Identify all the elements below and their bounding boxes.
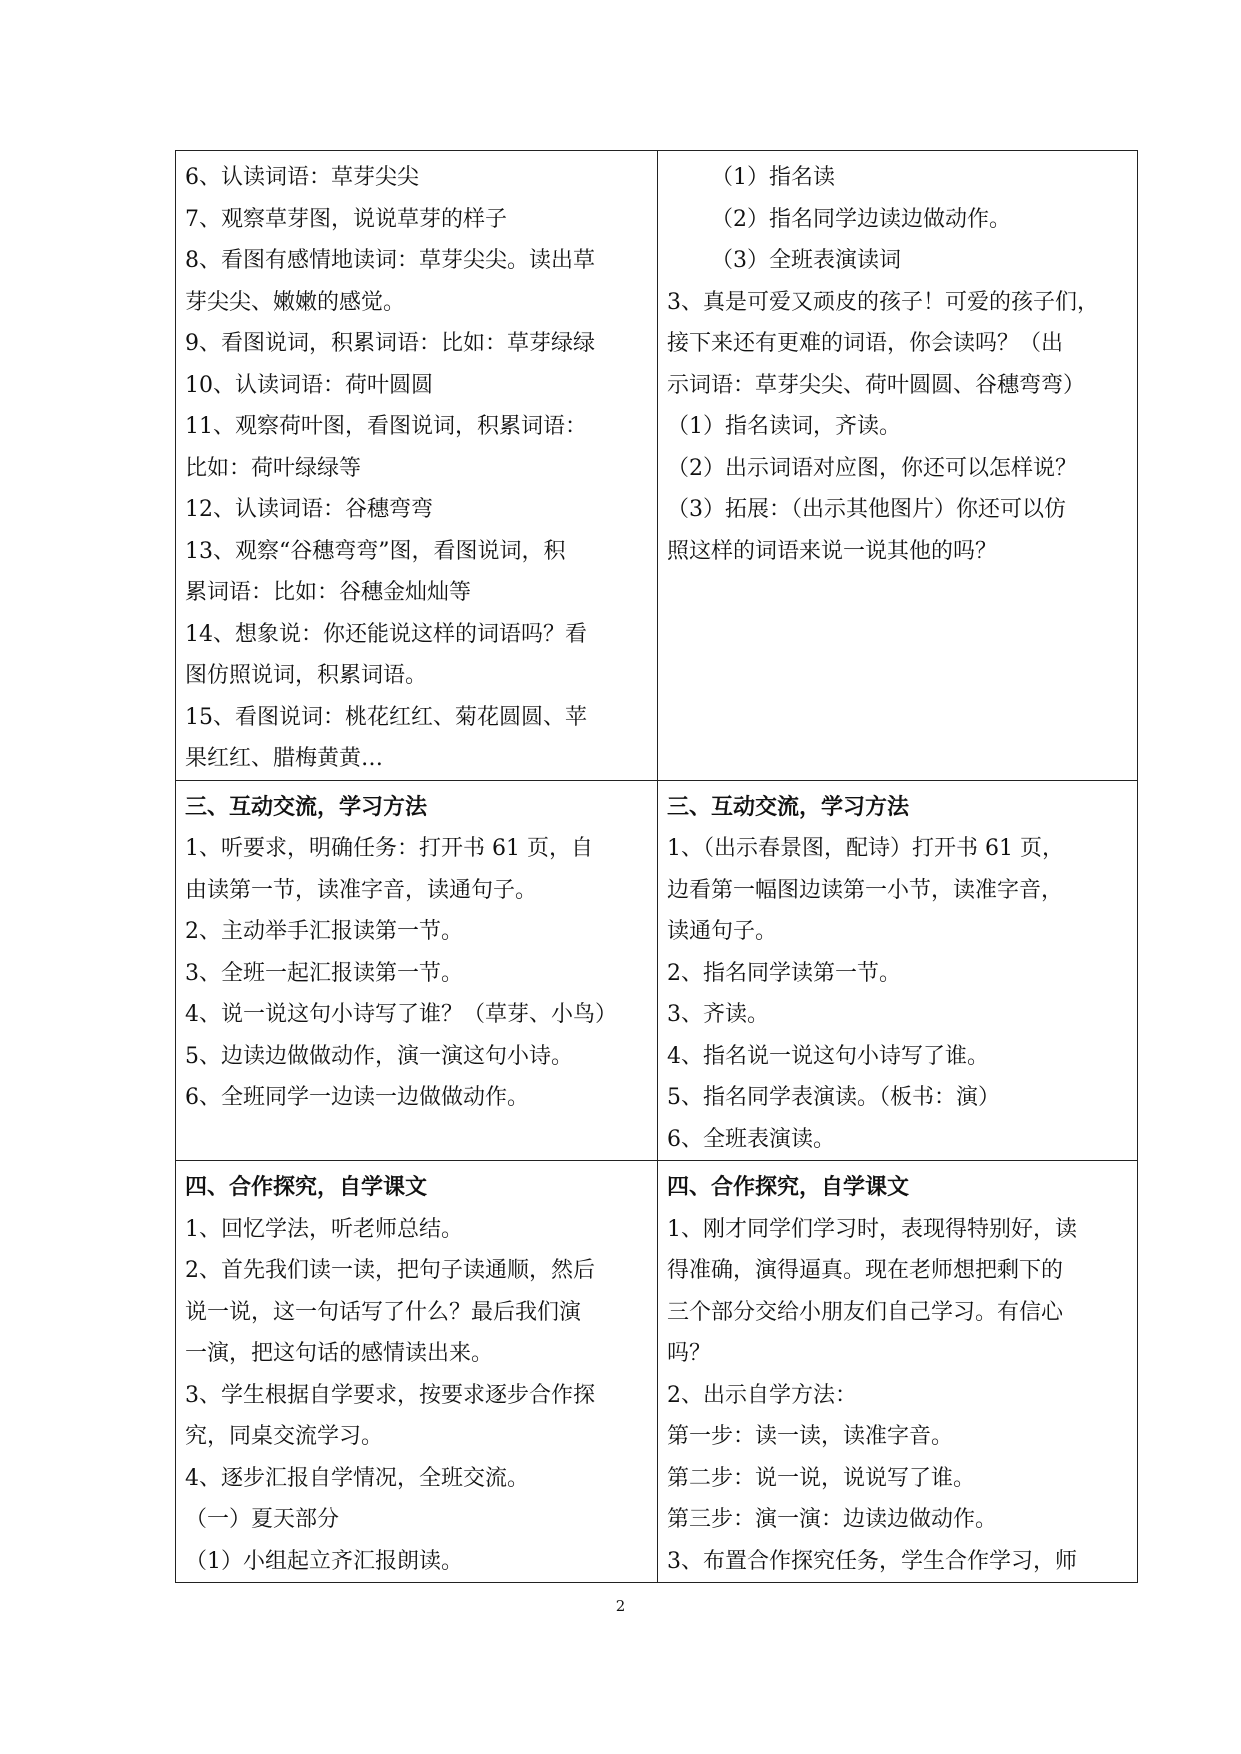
text-line: 9、看图说词，积累词语：比如：草芽绿绿: [185, 331, 595, 356]
text-line: 1、（出示春景图，配诗）打开书 61 页，: [667, 836, 1064, 861]
text-line: 累词语：比如：谷穗金灿灿等: [185, 580, 472, 605]
text-line: （3）全班表演读词: [711, 248, 901, 273]
text-line: （1）指名读词，齐读。: [667, 414, 901, 439]
text-line: 3、齐读。: [667, 1002, 769, 1027]
text-line: 得准确，演得逼真。现在老师想把剩下的: [667, 1258, 1064, 1283]
text-line: 3、布置合作探究任务，学生合作学习，师: [667, 1548, 1077, 1574]
text-line: 读通句子。: [667, 919, 778, 944]
text-line: （1）小组起立齐汇报朗读。: [185, 1548, 463, 1574]
text-line: 一演，把这句话的感情读出来。: [185, 1341, 494, 1366]
text-line: 4、说一说这句小诗写了谁？（草芽、小鸟）: [185, 1002, 617, 1027]
text-line: 三个部分交给小朋友们自己学习。有信心: [667, 1299, 1064, 1325]
text-line: 3、全班一起汇报读第一节。: [185, 960, 463, 986]
text-line: 示词语：草芽尖尖、荷叶圆圆、谷穗弯弯）: [667, 372, 1086, 398]
text-line: 接下来还有更难的词语，你会读吗？（出: [667, 331, 1064, 356]
text-line: 8、看图有感情地读词：草芽尖尖。读出草: [185, 248, 595, 273]
text-line: 5、边读边做做动作，演一演这句小诗。: [185, 1043, 573, 1069]
text-line: 1、回忆学法，听老师总结。: [185, 1216, 463, 1242]
text-line: 4、逐步汇报自学情况，全班交流。: [185, 1465, 529, 1491]
teacher-activity-cell: [658, 1161, 1138, 1583]
teacher-activity-cell: [658, 780, 1138, 1161]
lesson-plan-table: [175, 150, 1138, 1583]
table-row: [176, 151, 1138, 781]
text-line: 1、刚才同学们学习时，表现得特别好，读: [667, 1216, 1077, 1242]
text-line: 5、指名同学表演读。（板书：演）: [667, 1085, 1000, 1110]
text-line: 由读第一节，读准字音，读通句子。: [185, 877, 538, 903]
text-line: 比如：荷叶绿绿等: [185, 455, 362, 481]
text-line: 照这样的词语来说一说其他的吗？: [667, 538, 998, 564]
text-line: 第一步：读一读，读准字音。: [667, 1424, 954, 1449]
text-line: 2、主动举手汇报读第一节。: [185, 919, 463, 944]
text-line: 10、认读词语：荷叶圆圆: [185, 372, 433, 398]
text-line: 第二步：说一说，说说写了谁。: [667, 1465, 976, 1491]
text-line: （1）指名读: [711, 165, 835, 190]
student-activity-cell: [176, 1161, 658, 1583]
text-line: 边看第一幅图边读第一小节，读准字音，: [667, 877, 1064, 903]
student-activity-cell: [176, 151, 658, 781]
text-line: 12、认读词语：谷穗弯弯: [185, 497, 433, 522]
text-line: 第三步：演一演：边读边做动作。: [667, 1507, 998, 1532]
text-line: 2、首先我们读一读，把句子读通顺，然后: [185, 1258, 595, 1283]
text-line: 1、听要求，明确任务：打开书 61 页，自: [185, 836, 593, 861]
text-line: 3、学生根据自学要求，按要求逐步合作探: [185, 1382, 595, 1408]
text-line: 果红红、腊梅黄黄…: [185, 746, 384, 771]
text-line: 2、出示自学方法：: [667, 1382, 857, 1408]
text-line: 说一说，这一句话写了什么？最后我们演: [185, 1299, 582, 1325]
text-line: 2、指名同学读第一节。: [667, 960, 901, 986]
text-line: （一）夏天部分: [185, 1507, 340, 1532]
text-line: 14、想象说：你还能说这样的词语吗？看: [185, 621, 587, 647]
text-line: 究，同桌交流学习。: [185, 1424, 384, 1449]
student-activity-cell: [176, 780, 658, 1161]
text-line: 15、看图说词：桃花红红、菊花圆圆、苹: [185, 704, 587, 730]
text-line: （2）指名同学边读边做动作。: [711, 206, 1011, 232]
table-row: [176, 780, 1138, 1161]
text-line: 11、观察荷叶图，看图说词，积累词语：: [185, 414, 587, 439]
text-line: 芽尖尖、嫩嫩的感觉。: [185, 289, 406, 315]
text-line: 图仿照说词，积累词语。: [185, 663, 428, 688]
text-line: 7、观察草芽图，说说草芽的样子: [185, 206, 507, 232]
text-line: （2）出示词语对应图，你还可以怎样说？: [667, 455, 1077, 481]
text-line: 13、观察“谷穗弯弯”图，看图说词，积: [185, 538, 566, 564]
text-line: 吗？: [667, 1341, 712, 1366]
section-heading: 三、互动交流，学习方法: [667, 794, 910, 820]
text-line: 6、全班同学一边读一边做做动作。: [185, 1085, 529, 1110]
text-line: 4、指名说一说这句小诗写了谁。: [667, 1043, 989, 1069]
page-number: 2: [615, 1597, 626, 1615]
section-heading: 四、合作探究，自学课文: [667, 1175, 910, 1200]
section-heading: 三、互动交流，学习方法: [185, 794, 428, 820]
text-line: （3）拓展：（出示其他图片）你还可以仿: [667, 497, 1066, 522]
text-line: 3、真是可爱又顽皮的孩子！可爱的孩子们，: [667, 289, 1099, 315]
teacher-activity-cell: [658, 151, 1138, 781]
text-line: 6、全班表演读。: [667, 1126, 835, 1152]
text-line: 6、认读词语：草芽尖尖: [185, 165, 419, 190]
section-heading: 四、合作探究，自学课文: [185, 1175, 428, 1200]
table-row: [176, 1161, 1138, 1583]
